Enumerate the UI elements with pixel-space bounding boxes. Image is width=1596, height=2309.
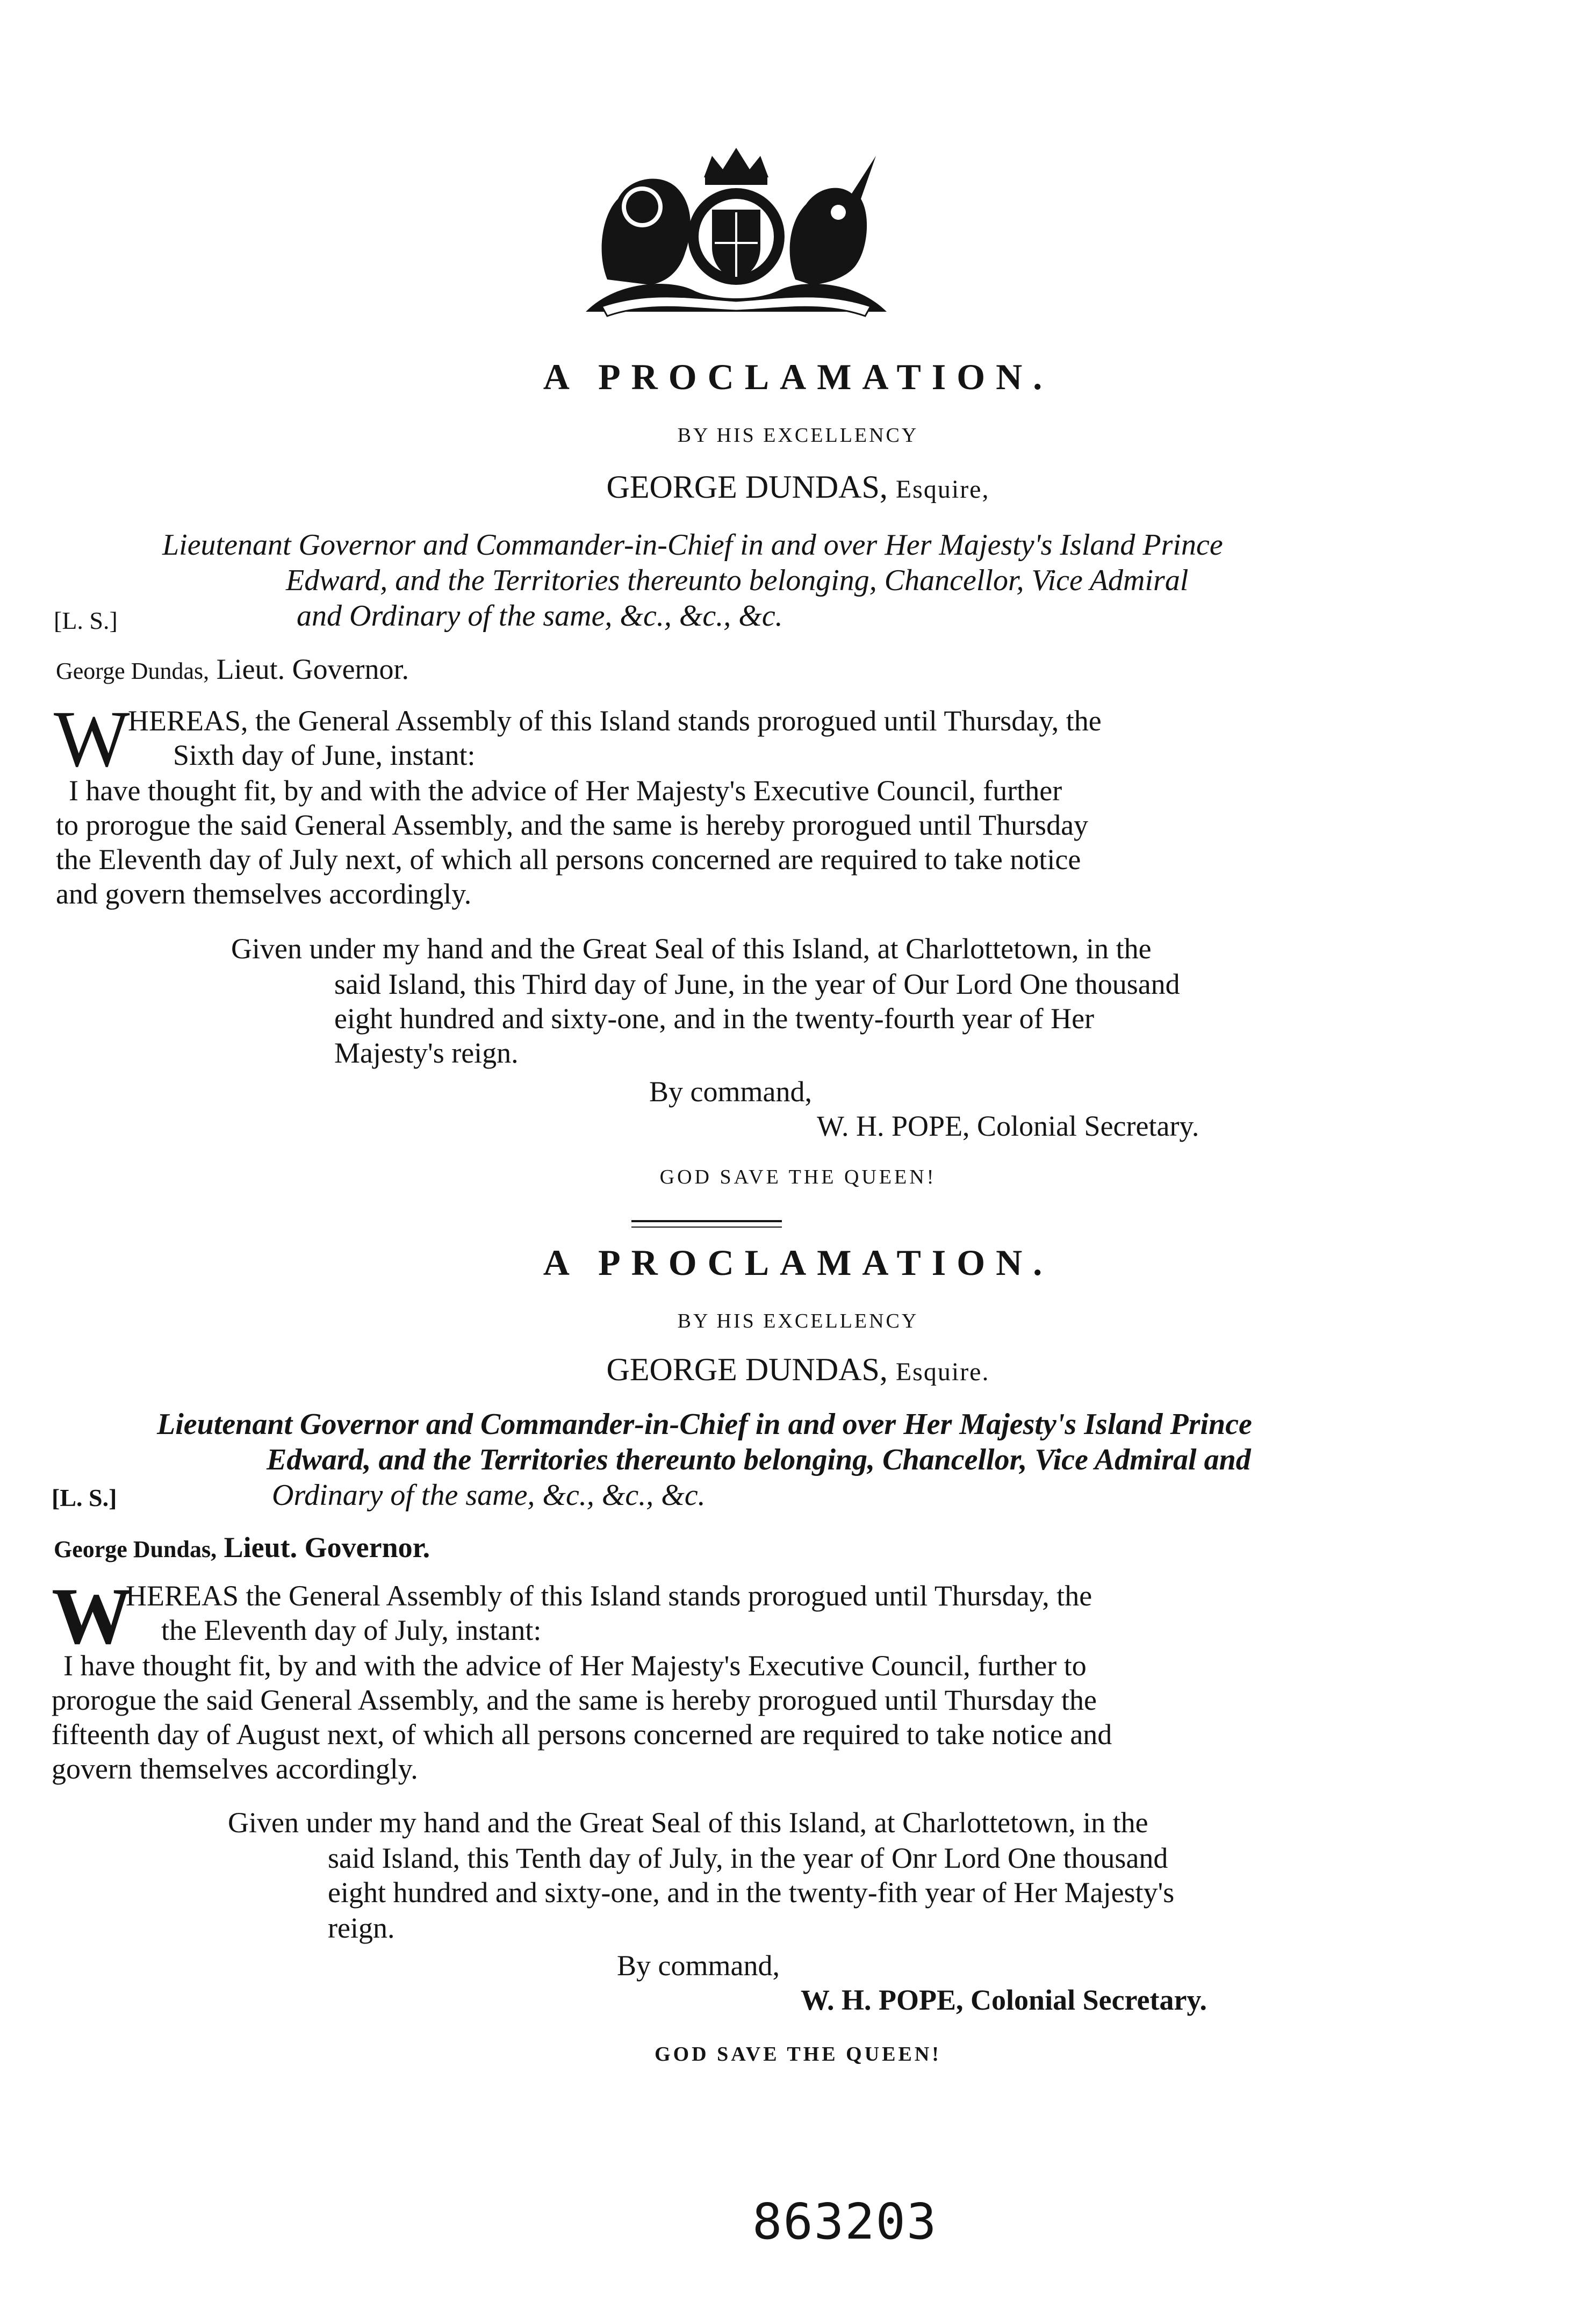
- body-line: fifteenth day of August next, of which all persons concerned are required to take notice and: [52, 1718, 1112, 1751]
- seal-mark: [L. S.]: [54, 607, 118, 634]
- style-line: Edward, and the Territories thereunto belonging, Chancellor, Vice Admiral and: [267, 1443, 1251, 1476]
- esquire-title: Esquire.: [895, 1358, 990, 1386]
- body-line: I have thought fit, by and with the advice of Her Majesty's Executive Council, further to: [63, 1650, 1087, 1682]
- given-line: said Island, this Tenth day of July, in the year of Onr Lord One thousand: [328, 1842, 1168, 1874]
- given-line: Given under my hand and the Great Seal of this Island, at Charlottetown, in the: [228, 1806, 1148, 1839]
- signature-name: George Dundas,: [54, 1536, 217, 1562]
- governor-name: [0, 1351, 1596, 1388]
- given-line: said Island, this Third day of June, in the year of Our Lord One thousand: [334, 968, 1180, 1000]
- drop-cap: W: [52, 1572, 132, 1661]
- body-line: to prorogue the said General Assembly, and the same is hereby prorogued until Thursday: [56, 809, 1089, 841]
- drop-cap: W: [54, 694, 130, 784]
- body-line: and govern themselves accordingly.: [56, 878, 472, 910]
- given-line: eight hundred and sixty-one, and in the twenty-fourth year of Her: [334, 1002, 1095, 1035]
- given-line: reign.: [328, 1912, 395, 1944]
- given-line: Given under my hand and the Great Seal of this Island, at Charlottetown, in the: [231, 933, 1152, 965]
- governor-signature: [56, 652, 409, 686]
- signature-title: Lieut. Governor.: [224, 1531, 430, 1564]
- body-line: prorogue the said General Assembly, and the same is hereby prorogued until Thursday the: [52, 1684, 1097, 1716]
- body-line: HEREAS the General Assembly of this Island stands prorogued until Thursday, the: [126, 1580, 1092, 1612]
- governor-name-text: GEORGE DUNDAS,: [606, 469, 888, 505]
- esquire-title: Esquire,: [895, 475, 990, 504]
- byline: BY HIS EXCELLENCY: [677, 1310, 919, 1332]
- by-command: By command,: [617, 1949, 780, 1982]
- style-line: Ordinary of the same, &c., &c., &c.: [272, 1479, 706, 1512]
- body-line: Sixth day of June, instant:: [173, 739, 476, 771]
- governor-signature: [54, 1531, 430, 1564]
- section-divider: [631, 1227, 782, 1228]
- style-line: Lieutenant Governor and Commander-in-Chief in and over Her Majesty's Island Prince: [157, 1408, 1252, 1441]
- god-save-the-queen: GOD SAVE THE QUEEN!: [655, 2043, 941, 2066]
- seal-mark: [L. S.]: [52, 1484, 117, 1511]
- governor-name: [0, 469, 1596, 506]
- body-line: govern themselves accordingly.: [52, 1753, 418, 1785]
- signature-name: George Dundas,: [56, 658, 210, 684]
- style-line: and Ordinary of the same, &c., &c., &c.: [297, 599, 783, 633]
- byline: BY HIS EXCELLENCY: [677, 424, 919, 447]
- proclamation-title: A PROCLAMATION.: [543, 1242, 1053, 1283]
- governor-name-text: GEORGE DUNDAS,: [606, 1352, 888, 1387]
- royal-coat-of-arms-icon: [586, 145, 887, 322]
- secretary-signature: W. H. POPE, Colonial Secretary.: [817, 1110, 1199, 1142]
- section-divider: [631, 1220, 782, 1222]
- body-line: I have thought fit, by and with the advice of Her Majesty's Executive Council, further: [69, 775, 1062, 807]
- secretary-signature: W. H. POPE, Colonial Secretary.: [801, 1984, 1207, 2016]
- body-line: the Eleventh day of July, instant:: [161, 1614, 542, 1646]
- style-line: Lieutenant Governor and Commander-in-Chief in and over Her Majesty's Island Prince: [162, 528, 1223, 562]
- document-number: 863203: [752, 2193, 938, 2250]
- style-line: Edward, and the Territories thereunto belonging, Chancellor, Vice Admiral: [286, 564, 1189, 597]
- god-save-the-queen: GOD SAVE THE QUEEN!: [659, 1166, 937, 1188]
- given-line: eight hundred and sixty-one, and in the twenty-fith year of Her Majesty's: [328, 1876, 1175, 1909]
- proclamation-title: A PROCLAMATION.: [543, 356, 1053, 397]
- body-line: the Eleventh day of July next, of which all persons concerned are required to take notice: [56, 843, 1081, 876]
- given-line: Majesty's reign.: [334, 1037, 519, 1069]
- by-command: By command,: [649, 1075, 812, 1108]
- body-line: HEREAS, the General Assembly of this Island stands prorogued until Thursday, the: [128, 705, 1102, 737]
- signature-title: Lieut. Governor.: [216, 653, 409, 685]
